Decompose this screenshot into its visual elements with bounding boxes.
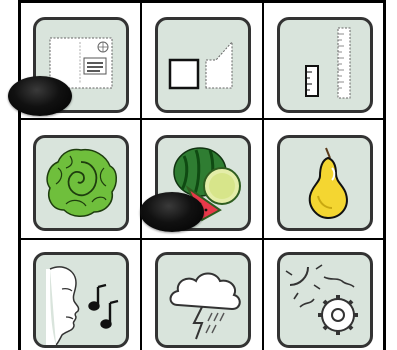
grid-line-col-2	[262, 0, 264, 350]
grid-line-left	[18, 0, 21, 350]
pear-icon	[280, 138, 370, 228]
grid-line-right	[383, 0, 386, 350]
ruler-icon	[280, 20, 370, 110]
square-shapes-icon	[158, 20, 248, 110]
grid-line-top	[20, 0, 385, 3]
thunderstorm-icon	[158, 255, 248, 345]
square-shapes-card[interactable]	[155, 17, 251, 113]
sun-gear-icon	[280, 255, 370, 345]
token-on-postcard[interactable]	[8, 76, 72, 116]
lettuce-card[interactable]	[33, 135, 129, 231]
music-face-card[interactable]	[33, 252, 129, 348]
pear-card[interactable]	[277, 135, 373, 231]
grid-line-col-1	[140, 0, 142, 350]
token-on-watermelon[interactable]	[140, 192, 204, 232]
ruler-card[interactable]	[277, 17, 373, 113]
thunderstorm-card[interactable]	[155, 252, 251, 348]
music-face-icon	[36, 255, 126, 345]
sun-gear-card[interactable]	[277, 252, 373, 348]
lettuce-icon	[36, 138, 126, 228]
grid-line-row-2	[20, 238, 385, 240]
grid-line-row-1	[20, 118, 385, 120]
